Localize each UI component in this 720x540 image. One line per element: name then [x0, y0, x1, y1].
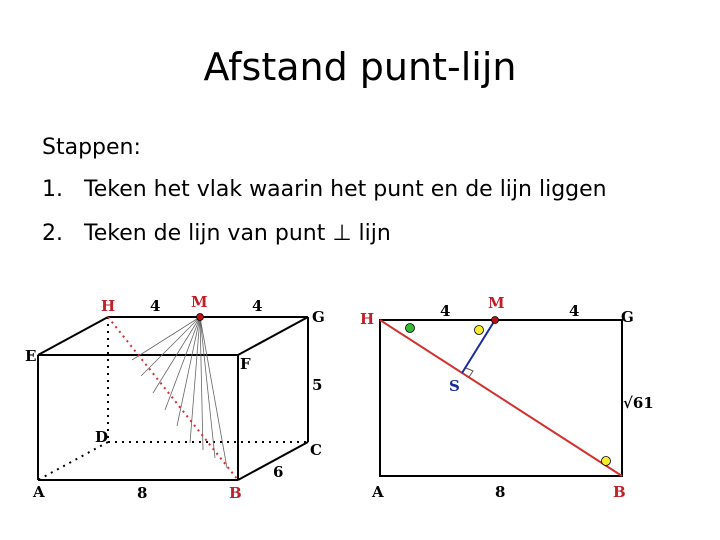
measure-hm: 4 [150, 297, 161, 315]
measure-hm: 4 [440, 302, 451, 320]
edge-da [38, 442, 108, 480]
measure-ab: 8 [495, 483, 506, 501]
measure-side: √61 [623, 394, 654, 412]
edge-gf [238, 317, 308, 355]
point-m [492, 317, 499, 324]
label-g: G [621, 308, 634, 326]
slide-title: Afstand punt-lijn [203, 45, 517, 89]
measure-mg: 4 [252, 297, 263, 315]
label-a: A [33, 483, 45, 501]
fan-lines [132, 317, 227, 468]
point-yellow-top [475, 326, 484, 335]
label-f: F [240, 355, 251, 373]
point-green [406, 324, 415, 333]
measure-bc: 6 [273, 463, 284, 481]
step-text: Teken het vlak waarin het punt en de lijn liggen [84, 177, 607, 202]
measure-mg: 4 [569, 302, 580, 320]
diagonal-hb [108, 317, 238, 480]
label-d: D [95, 428, 109, 446]
label-h: H [101, 297, 116, 315]
measure-ab: 8 [137, 484, 148, 502]
edge-eh [38, 317, 108, 355]
cube-diagram [15, 280, 355, 540]
rectangle-diagram [355, 280, 720, 540]
step-number: 2. [42, 221, 63, 246]
label-s: S [449, 377, 460, 395]
cube-edges [38, 317, 308, 480]
step-item [42, 212, 682, 256]
point-yellow-bottom [602, 457, 611, 466]
label-a: A [372, 483, 384, 501]
label-g: G [312, 308, 325, 326]
diagonal-hb [380, 320, 622, 476]
steps-list [42, 128, 682, 256]
label-e: E [25, 347, 37, 365]
step-text: Teken de lijn van punt ⊥ lijn [84, 221, 391, 246]
hidden-edges [38, 317, 308, 480]
label-h: H [360, 310, 375, 328]
label-c: C [310, 441, 322, 459]
step-item [42, 168, 682, 212]
steps-heading: Stappen: [42, 135, 141, 160]
label-b: B [229, 484, 242, 502]
measure-gc: 5 [312, 376, 323, 394]
step-number: 1. [42, 177, 63, 202]
label-m: M [488, 294, 505, 312]
point-m [197, 314, 204, 321]
label-b: B [613, 483, 626, 501]
label-m: M [191, 293, 208, 311]
